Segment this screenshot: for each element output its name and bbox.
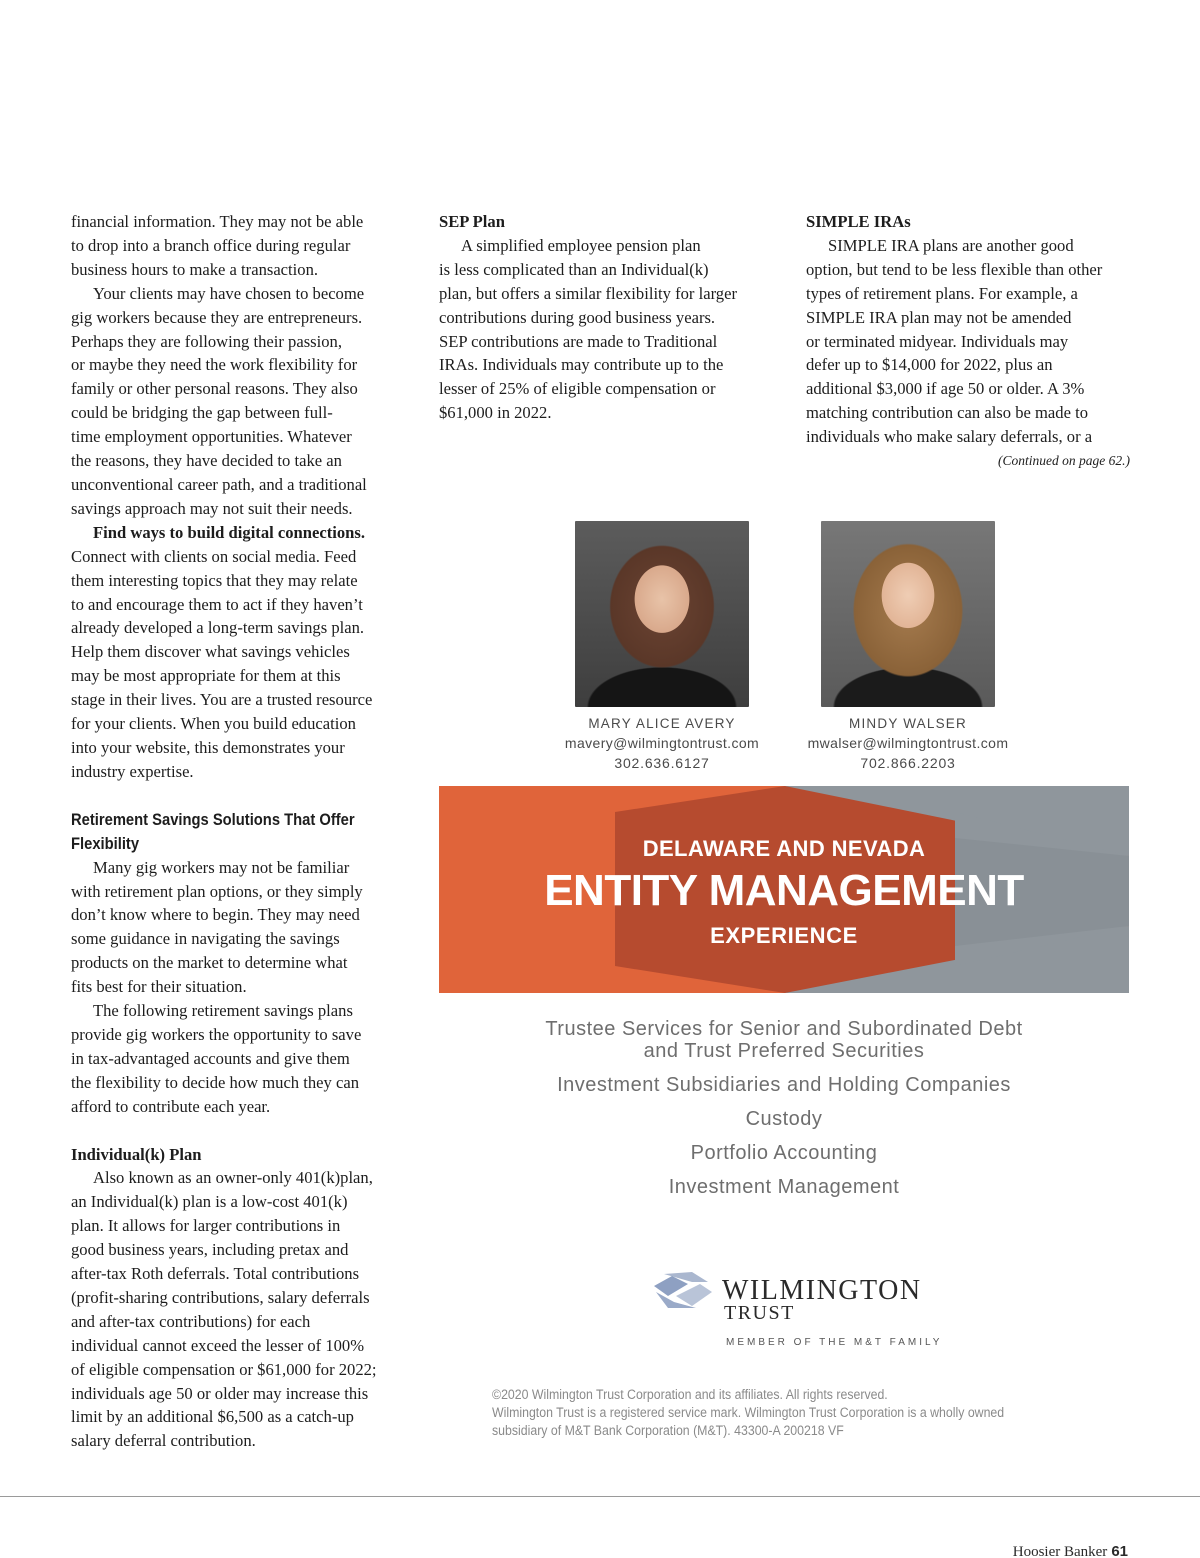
- ad-banner: [439, 786, 1129, 993]
- contact-phone: 702.866.2203: [860, 755, 956, 771]
- paragraph: The following retirement savings plans provide gig workers the opportunity to save in tax-advantaged accounts and give them the flexibility to decide how much they can afford to contribute each year.: [71, 1001, 362, 1116]
- contact-email[interactable]: mavery@wilmingtontrust.com: [564, 735, 760, 751]
- contact-email[interactable]: mwalser@wilmingtontrust.com: [807, 735, 1009, 751]
- portrait-photo: [575, 521, 749, 707]
- logo-mark-icon: [652, 1270, 714, 1310]
- article-column-2: [439, 210, 769, 425]
- section-heading: Retirement Savings Solutions That Offer Flexibility: [71, 810, 355, 853]
- footer-divider: [0, 1496, 1200, 1497]
- page-number: 61: [1111, 1543, 1128, 1558]
- page-footer: [1013, 1543, 1128, 1558]
- paragraph: Many gig workers may not be familiar with retirement plan options, or they simply don’t know where to begin. They may need some guidance in navigating the savings products on the market to determine what fits best for their situation.: [71, 857, 363, 997]
- paragraph: A simplified employee pension plan is less complicated than an Individual(k) plan, but offers a similar flexibility for larger contributions during good business years. SEP contributions are made to Traditional IRAs. Individuals may contribute up to the lesser of 25% of eligible compensation or $61,000 in 2022.: [439, 235, 737, 423]
- portrait-photo: [821, 521, 995, 707]
- services-list: [439, 1018, 1129, 1210]
- service-item: Portfolio Accounting: [690, 1142, 878, 1164]
- copyright-notice: ©2020 Wilmington Trust Corporation and its affiliates. All rights reserved. Wilmington Trust is a registered service mark. Wilmington Trust Corporation is a wholly owned subsidiary of M&T Bank Corporation (M&T). 43300-A 200218 VF: [492, 1387, 1005, 1438]
- paragraph: financial information. They may not be able to drop into a branch office during regular business hours to make a transaction.: [71, 212, 364, 279]
- contact-card: [548, 521, 776, 773]
- paragraph: Find ways to build digital connections. Connect with clients on social media. Feed them interesting topics that they may relate to and encourage them to act if they haven’t already developed a long-term savings plan. Help them discover what savings vehicles may be most appropriate for them at this stage in their lives. You are a trusted resource for your clients. When you build education into your website, this demonstrates your industry expertise.: [71, 522, 373, 781]
- article-column-3: [806, 210, 1136, 473]
- service-item: Trustee Services for Senior and Subordinated Debt: [545, 1018, 1023, 1040]
- publication-name: Hoosier Banker: [1012, 1544, 1108, 1558]
- paragraph: Your clients may have chosen to become gig workers because they are entrepreneurs. Perhaps they are following their passion, or maybe they need the work flexibility for family or other personal reasons. They also could be bridging the gap between full- time employment opportunities. Whatever the reasons, they have decided to take an unconventional career path, and a traditional savings approach may not suit their needs.: [71, 283, 367, 518]
- wilmington-trust-logo: [652, 1270, 943, 1360]
- contact-card: [794, 521, 1022, 773]
- contact-phone: 302.636.6127: [614, 755, 710, 771]
- logo-tagline: MEMBER OF THE M&T FAMILY: [726, 1337, 943, 1348]
- run-in-heading: Find ways to build digital connections.: [93, 522, 366, 542]
- contact-name: MARY ALICE AVERY: [588, 716, 736, 731]
- paragraph: Also known as an owner-only 401(k)plan, an Individual(k) plan is a low-cost 401(k) plan. It allows for larger contributions in good business years, including pretax and after-tax Roth deferrals. Total contributions (profit-sharing contributions, salary deferrals and after-tax contributions) for each individual cannot exceed the lesser of 100% of eligible compensation or $61,000 for 2022; individuals age 50 or older may increase this limit by an additional $6,500 as a catch-up salary deferral contribution.: [71, 1168, 377, 1451]
- banner-title: ENTITY MANAGEMENT: [544, 866, 1024, 915]
- paragraph: SIMPLE IRA plans are another good option, but tend to be less flexible than other types of retirement plans. For example, a SIMPLE IRA plan may not be amended or terminated midyear. Individuals may defer up to $14,000 for 2022, plus an additional $3,000 if age 50 or older. A 3% matching contribution can also be made to individuals who make salary deferrals, or a: [806, 235, 1103, 447]
- banner-tagline: EXPERIENCE: [710, 923, 858, 948]
- contact-name: MINDY WALSER: [849, 716, 967, 731]
- logo-word: TRUST: [724, 1302, 795, 1324]
- continued-note: (Continued on page 62.): [998, 453, 1130, 469]
- logo-word: WILMINGTON: [722, 1275, 922, 1306]
- service-item: Investment Management: [668, 1176, 900, 1198]
- article-column-1: [71, 210, 401, 1453]
- service-item: Investment Subsidiaries and Holding Companies: [557, 1074, 1011, 1096]
- banner-subtitle: DELAWARE AND NEVADA: [642, 836, 926, 861]
- section-heading: SEP Plan: [439, 212, 505, 231]
- service-item: Custody: [745, 1108, 823, 1130]
- section-heading: Individual(k) Plan: [71, 1144, 202, 1164]
- service-item: and Trust Preferred Securities: [643, 1040, 925, 1062]
- section-heading: SIMPLE IRAs: [806, 212, 911, 231]
